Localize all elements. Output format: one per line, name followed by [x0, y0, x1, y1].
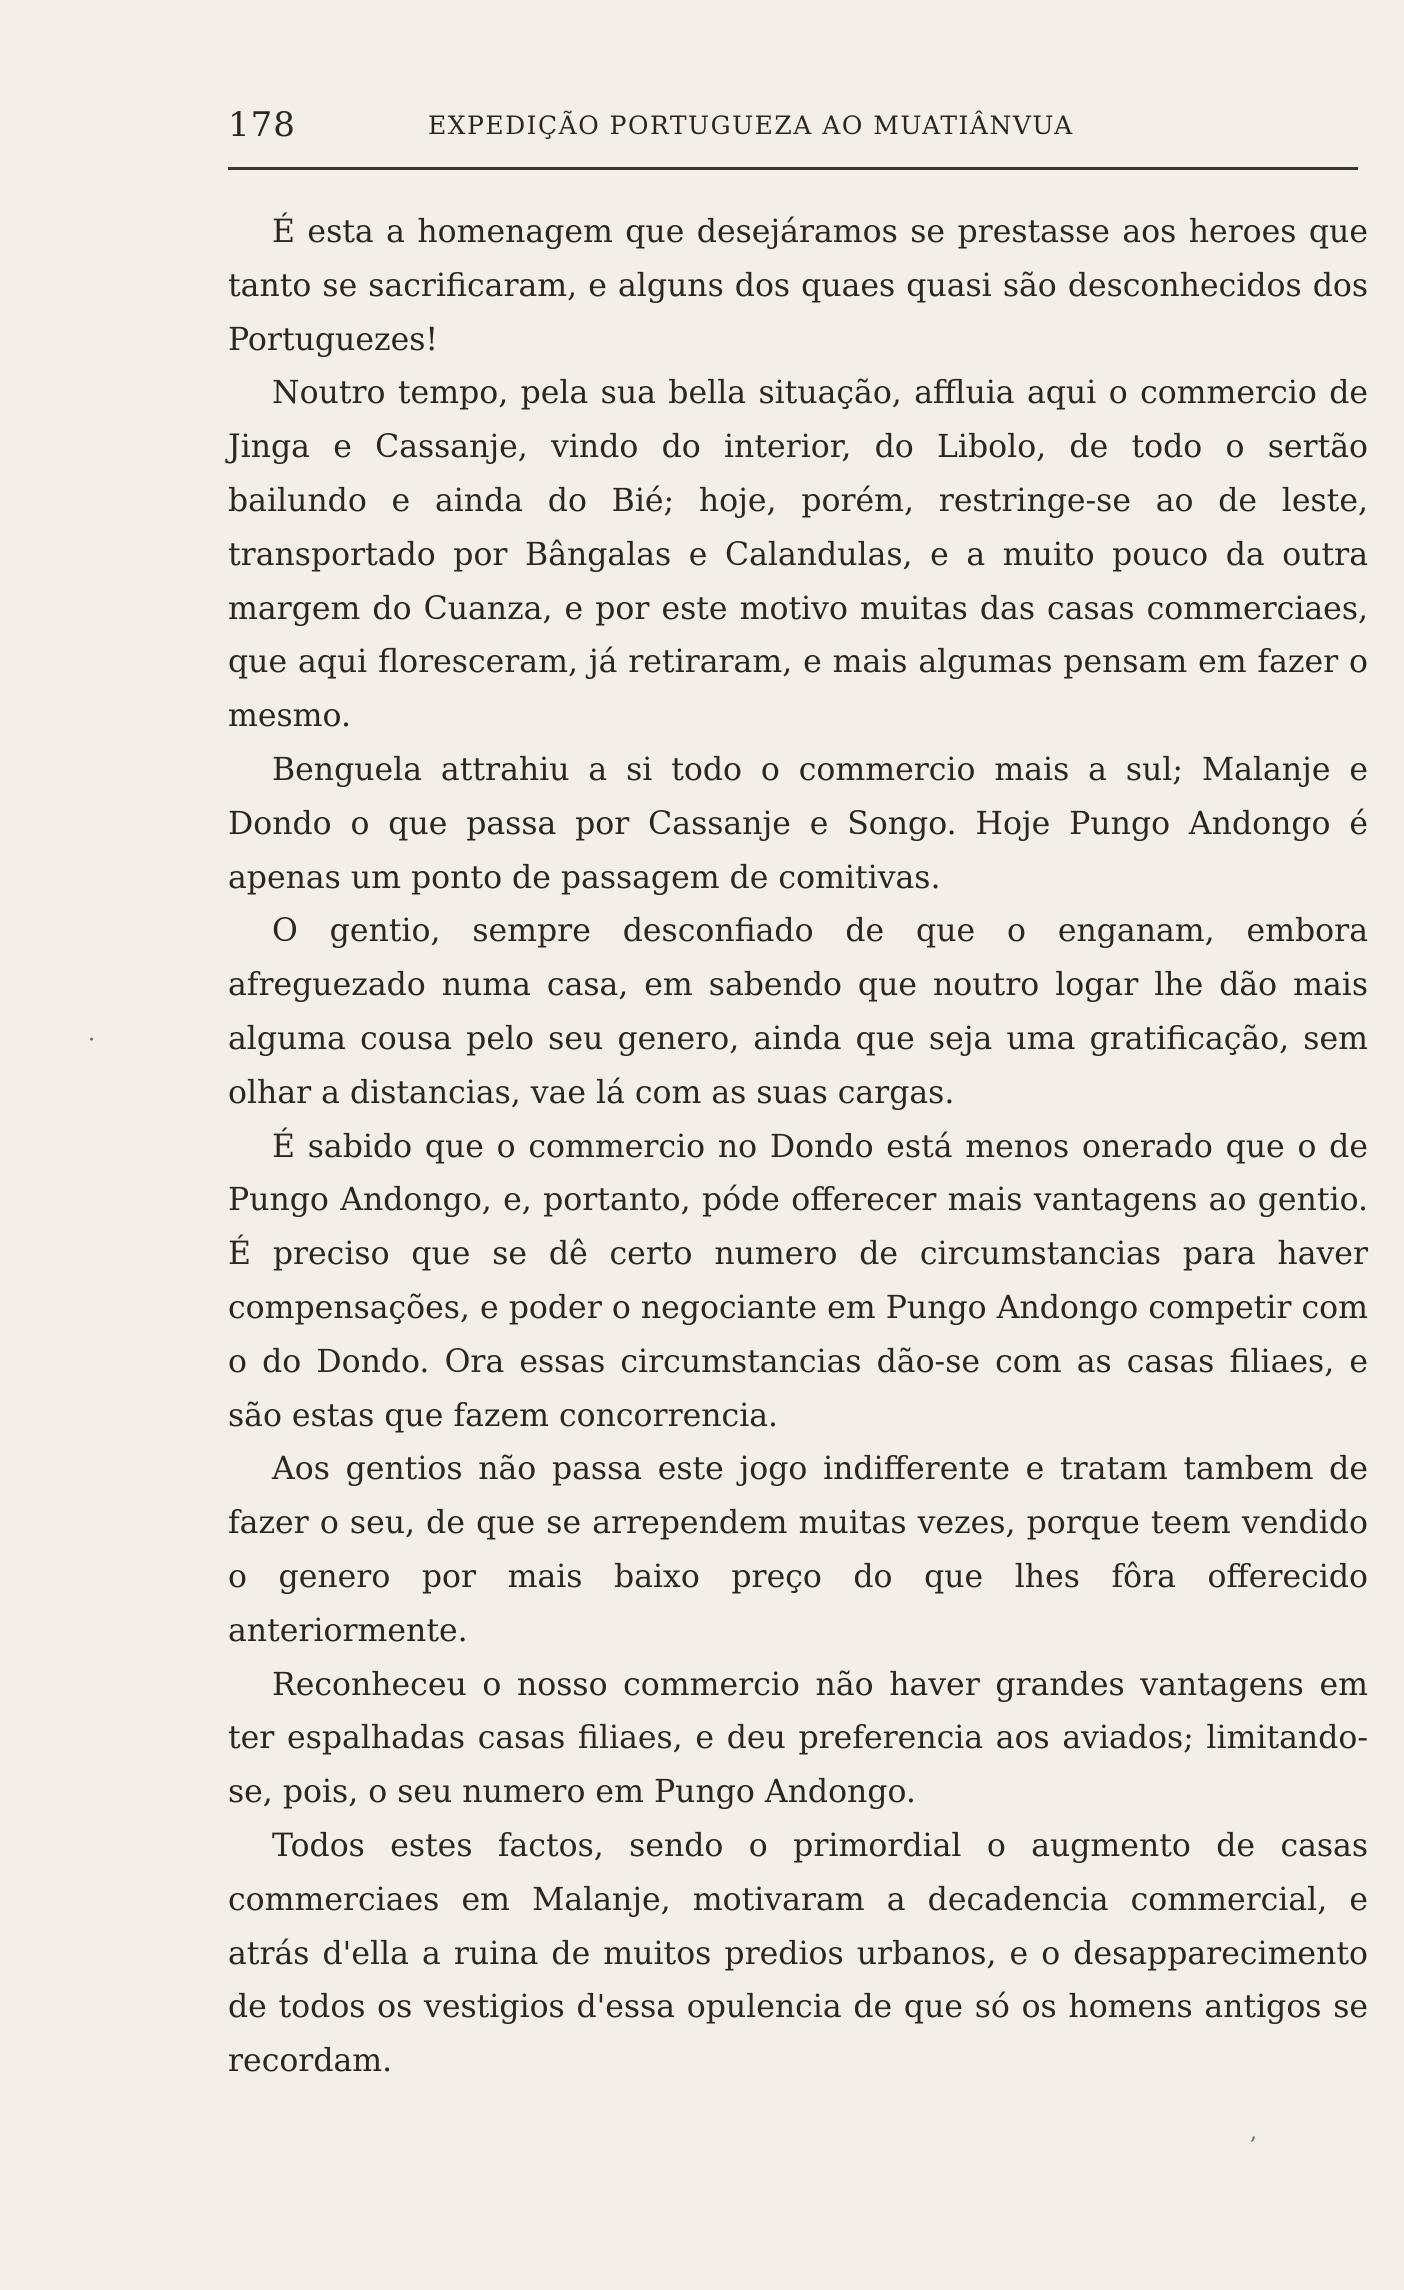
running-title: EXPEDIÇÃO PORTUGUEZA AO MUATIÂNVUA — [428, 111, 1074, 140]
body-text — [228, 206, 1368, 2089]
paragraph: Reconheceu o nosso commercio não haver grandes vantagens em ter espalhadas casas filiaes, e deu preferencia aos aviados; limitando-se, pois, o seu numero em Pungo Andongo. — [228, 1666, 1368, 1811]
page-number: 178 — [228, 105, 296, 145]
header-rule — [228, 167, 1358, 170]
margin-speck: · — [88, 1028, 95, 1053]
paragraph: Benguela attrahiu a si todo o commercio mais a sul; Malanje e Dondo o que passa por Cassanje e Songo. Hoje Pungo Andongo é apenas um ponto de passagem de comitivas. — [228, 751, 1368, 896]
paragraph: Todos estes factos, sendo o primordial o augmento de casas commerciaes em Malanje, motivaram a decadencia commercial, e atrás d'ella a ruina de muitos predios urbanos, e o desapparecimento de todos os vestigios d'essa opulencia de que só os homens antigos se recordam. — [228, 1827, 1368, 2080]
paragraph: É esta a homenagem que desejáramos se prestasse aos heroes que tanto se sacrificaram, e alguns dos quaes quasi são desconhecidos dos Portuguezes! — [228, 214, 1368, 358]
paragraph: Noutro tempo, pela sua bella situação, affluia aqui o commercio de Jinga e Cassanje, vindo do interior, do Libolo, de todo o sertão bailundo e ainda do Bié; hoje, porém, restringe-se ao de leste, transportado por Bângalas e Calandulas, e a muito pouco da outra margem do Cuanza, e por este motivo muitas das casas commerciaes, que aqui floresceram, já retiraram, e mais algumas pensam em fazer o mesmo. — [228, 375, 1368, 735]
paragraph: Aos gentios não passa este jogo indifferente e tratam tambem de fazer o seu, de que se arrependem muitas vezes, porque teem vendido o genero por mais baixo preço do que lhes fôra offerecido anteriormente. — [228, 1451, 1368, 1649]
page-header — [228, 100, 1358, 160]
paragraph: O gentio, sempre desconfiado de que o enganam, embora afreguezado numa casa, em sabendo que noutro logar lhe dão mais alguma cousa pelo seu genero, ainda que seja uma gratificação, sem olhar a distancias, vae lá com as suas cargas. — [228, 913, 1368, 1111]
margin-speck: , — [1250, 2120, 1257, 2145]
paragraph: É sabido que o commercio no Dondo está menos onerado que o de Pungo Andongo, e, portanto, póde offerecer mais vantagens ao gentio. É preciso que se dê certo numero de circumstancias para haver compensações, e poder o negociante em Pungo Andongo competir com o do Dondo. Ora essas circumstancias dão-se com as casas filiaes, e são estas que fazem concorrencia. — [228, 1128, 1368, 1434]
